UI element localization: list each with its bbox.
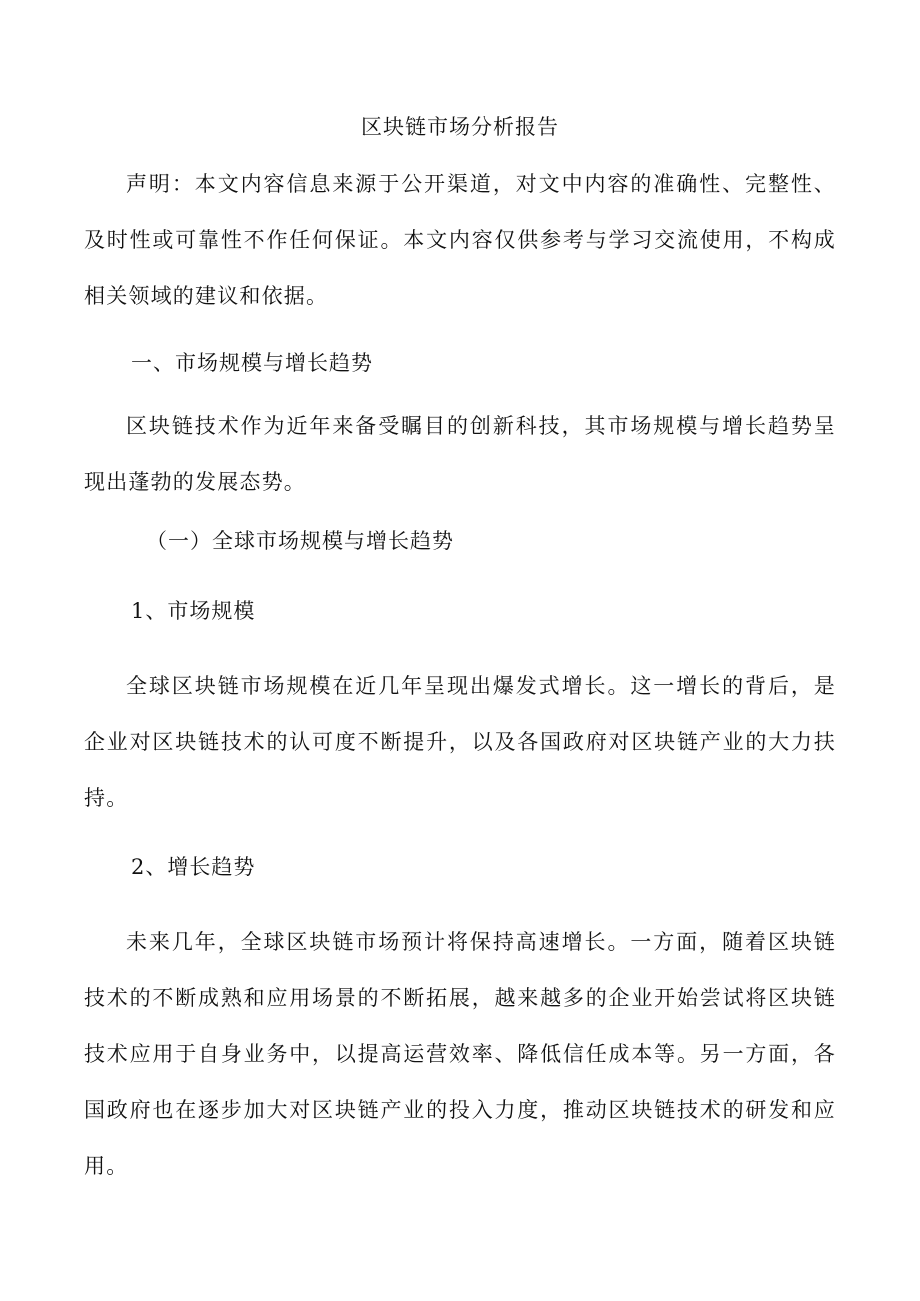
disclaimer-paragraph: 声明：本文内容信息来源于公开渠道，对文中内容的准确性、完整性、及时性或可靠性不作任何保证。本文内容仅供参考与学习交流使用，不构成相关领域的建议和依据。 bbox=[84, 172, 836, 308]
section-intro-paragraph: 区块链技术作为近年来备受瞩目的创新科技，其市场规模与增长趋势呈现出蓬勃的发展态势。 bbox=[84, 414, 836, 494]
item-heading-market-size: 1、市场规模 bbox=[131, 599, 256, 623]
section-heading-market-size-growth: 一、市场规模与增长趋势 bbox=[131, 351, 373, 375]
growth-trend-paragraph: 未来几年，全球区块链市场预计将保持高速增长。一方面，随着区块链技术的不断成熟和应用场景的不断拓展，越来越多的企业开始尝试将区块链技术应用于自身业务中，以提高运营效率、降低信任成本等。另一方面，各国政府也在逐步加大对区块链产业的投入力度，推动区块链技术的研发和应用。 bbox=[84, 930, 836, 1178]
document-title: 区块链市场分析报告 bbox=[361, 115, 559, 139]
market-size-paragraph: 全球区块链市场规模在近几年呈现出爆发式增长。这一增长的背后，是企业对区块链技术的认可度不断提升，以及各国政府对区块链产业的大力扶持。 bbox=[84, 674, 836, 810]
subsection-heading-global-market: （一）全球市场规模与增长趋势 bbox=[146, 529, 454, 553]
item-heading-growth-trend: 2、增长趋势 bbox=[131, 855, 256, 879]
